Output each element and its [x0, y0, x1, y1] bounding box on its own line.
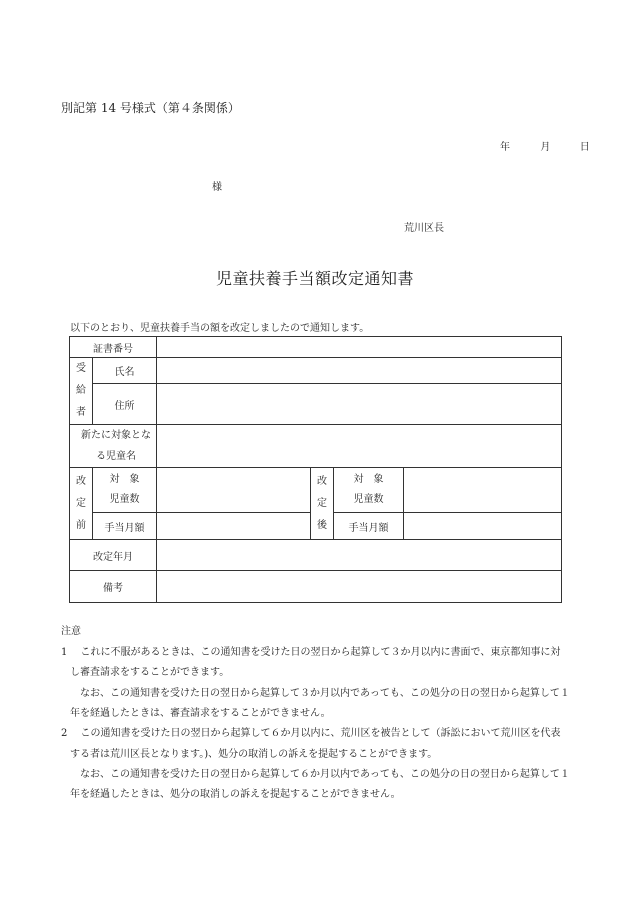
before-target-children-value[interactable] — [157, 468, 311, 513]
after-monthly-amount-label: 手当月額 — [334, 513, 404, 540]
note-1-line-4: 年を経過したときは、審査請求をすることができません。 — [70, 708, 331, 719]
addressee-suffix: 様 — [212, 182, 222, 193]
new-child-label: 新たに対象とな る児童名 — [70, 425, 157, 468]
note-1-line-1: 1 これに不服があるときは、この通知書を受けた日の翌日から起算して３か月以内に書面で、東京都知事に対 — [61, 647, 561, 658]
before-target-children-label: 対 象 児童数 — [93, 468, 157, 513]
note-2-line-4: 年を経過したときは、処分の取消しの訴えを提起することができません。 — [70, 789, 401, 800]
name-value[interactable] — [157, 358, 562, 384]
issuer-name: 荒川区長 — [404, 223, 444, 234]
date-year-label: 年 — [500, 142, 510, 153]
date-month-label: 月 — [540, 142, 551, 153]
note-2-line-1: 2 この通知書を受けた日の翌日から起算して６か月以内に、荒川区を被告として（訴訟において荒川区を代表 — [61, 728, 561, 739]
new-child-value[interactable] — [157, 425, 562, 468]
intro-text: 以下のとおり、児童扶養手当の額を改定しましたので通知します。 — [70, 323, 370, 334]
revision-date-value[interactable] — [157, 540, 562, 571]
remarks-label: 備考 — [70, 571, 157, 603]
note-2-line-3: なお、この通知書を受けた日の翌日から起算して６か月以内であっても、この処分の日の翌日から起算して１ — [80, 769, 570, 780]
revision-date-label: 改定年月 — [70, 540, 157, 571]
notes-heading: 注意 — [61, 626, 81, 637]
after-monthly-amount-value[interactable] — [404, 513, 562, 540]
date-line — [500, 138, 590, 153]
name-label: 氏名 — [93, 358, 157, 384]
before-monthly-amount-label: 手当月額 — [93, 513, 157, 540]
before-monthly-amount-value[interactable] — [157, 513, 311, 540]
note-1-line-3: なお、この通知書を受けた日の翌日から起算して３か月以内であっても、この処分の日の翌日から起算して１ — [80, 688, 570, 699]
address-value[interactable] — [157, 384, 562, 425]
note-1-line-2: し審査請求をすることができます。 — [70, 667, 230, 678]
date-day-label: 日 — [579, 142, 590, 153]
recipient-group-label: 受 給 者 — [70, 358, 93, 425]
remarks-value[interactable] — [157, 571, 562, 603]
before-group-label: 改 定 前 — [70, 468, 93, 540]
after-group-label: 改 定 後 — [311, 468, 334, 540]
document-title: 児童扶養手当額改定通知書 — [215, 269, 414, 288]
after-target-children-value[interactable] — [404, 468, 562, 513]
note-2-line-2: する者は荒川区長となります。)、処分の取消しの訴えを提起することができます。 — [70, 749, 438, 760]
form-identifier: 別記第 14 号様式（第４条関係） — [61, 101, 240, 115]
cert-number-label: 証書番号 — [70, 337, 157, 358]
after-target-children-label: 対 象 児童数 — [334, 468, 404, 513]
notice-table — [69, 336, 562, 603]
address-label: 住所 — [93, 384, 157, 425]
cert-number-value[interactable] — [157, 337, 562, 358]
